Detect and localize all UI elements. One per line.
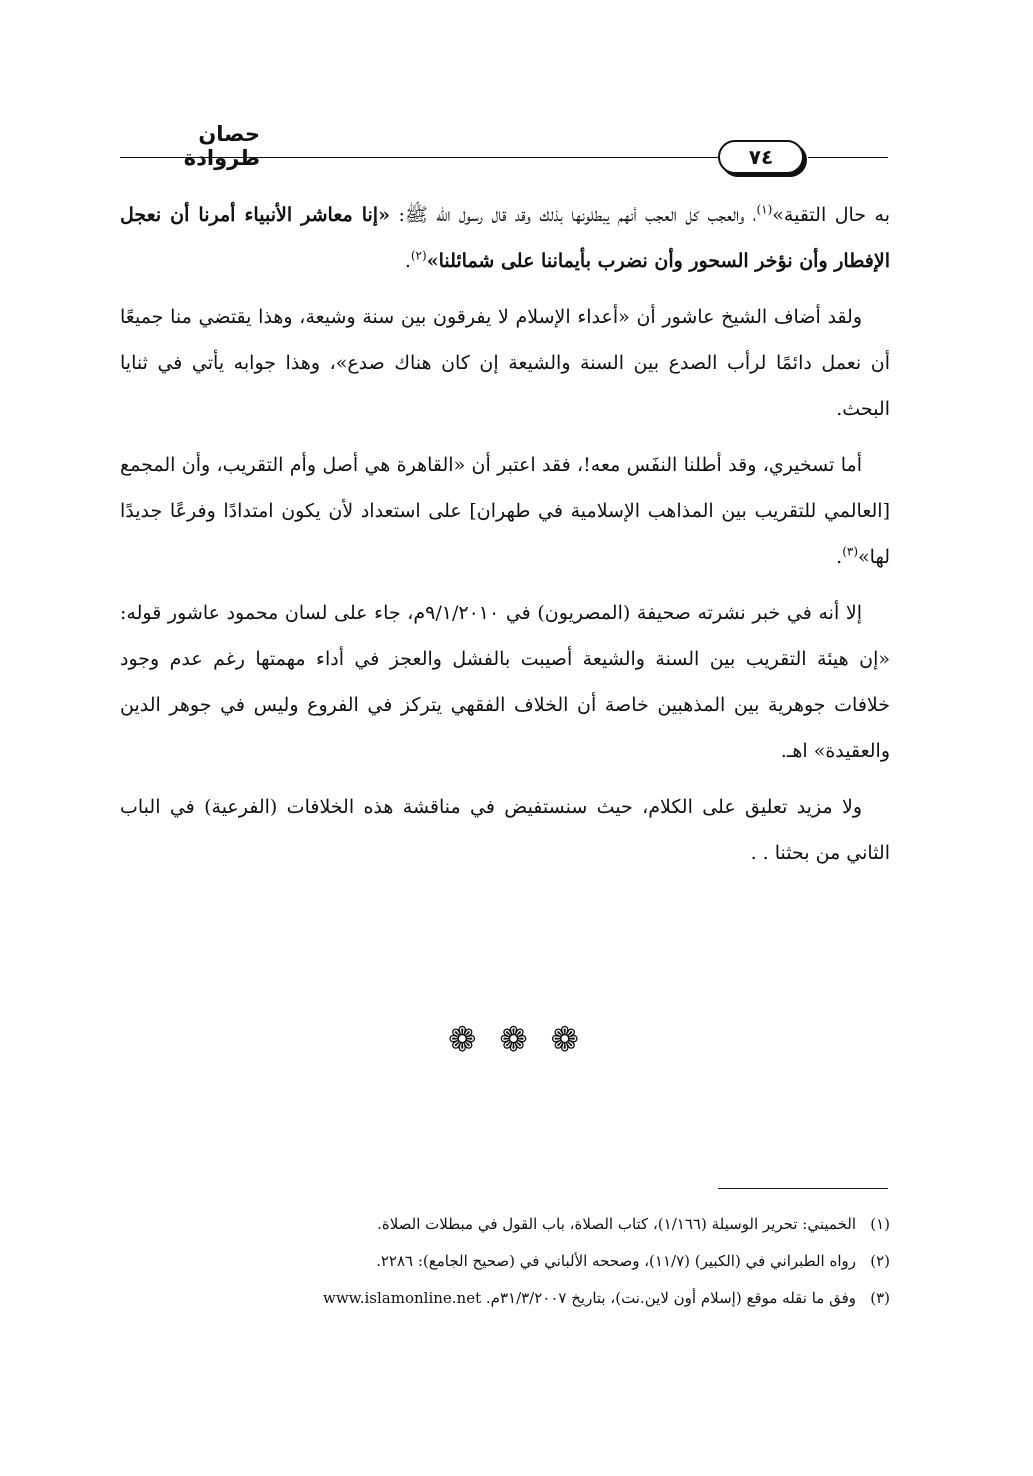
p1-text-3: . [404,250,411,272]
p3-text: أما تسخيري، وقد أطلنا النفَس معه!، فقد اعتبر أن «القاهرة هي أصل وأم التقريب، وأن المجمع [العالمي للتقريب بين المذاهب الإسلامية في طهران] على استعداد لأن يكون امتدادًا وفرعًا جديدًا لها» [120,454,890,568]
p3-end: . [836,546,843,568]
section-ornament-icon: ❁ ❁ ❁ [447,1020,586,1060]
footnote-number: (١) [870,1215,890,1233]
paragraph-5: ولا مزيد تعليق على الكلام، حيث سنستفيض في مناقشة هذه الخلافات (الفرعية) في الباب الثاني من بحثنا . . [120,796,890,864]
footnote-text: رواه الطبراني في (الكبير) (١١/٧)، وصححه الألباني في (صحيح الجامع): ٢٢٨٦. [376,1252,856,1270]
paragraph-1 [120,192,890,284]
header-rule-left [120,157,718,158]
main-text [120,192,890,886]
footnote-2 [120,1243,890,1280]
p1-text-1: به حال التقية» [772,204,890,226]
paragraph-4: إلا أنه في خبر نشرته صحيفة (المصريون) في ٩/١/٢٠١٠م، جاء على لسان محمود عاشور قوله: «إن هيئة التقريب بين السنة والشيعة أصيبت بالفشل والعجز في أداء مهمتها رغم عدم وجود خلافات جوهرية بين المذهبين خاصة أن الخلاف الفقهي يتركز في الفروع وليس في جوهر الدين والعقيدة» اهـ. [120,602,890,762]
footnote-ref-3: (٣) [842,544,859,559]
hadith-quote: «إنا معاشر الأنبياء أمرنا أن نعجل الإفطار وأن نؤخر السحور وأن نضرب بأيماننا على شمائلنا» [120,204,890,272]
paragraph-3 [120,442,890,580]
footnotes [120,1206,890,1317]
footnote-3 [120,1280,890,1317]
p1-text-2: ، والعجب كل العجب أنهم يبطلونها بذلك وقد قال رسول الله ﷺ: [389,204,757,226]
running-header-title: حصان طروادة [183,122,260,170]
footnote-url: www.islamonline.net [322,1289,482,1307]
footnote-number: (٢) [870,1252,890,1270]
header-rule-right [808,157,888,158]
paragraph-2: ولقد أضاف الشيخ عاشور أن «أعداء الإسلام لا يفرقون بين سنة وشيعة، وهذا يقتضي منا جميعًا أن نعمل دائمًا لرأب الصدع بين السنة والشيعة إن كان هناك صدع»، وهذا جوابه يأتي في ثنايا البحث. [120,306,890,420]
footnote-number: (٣) [870,1289,890,1307]
footnote-text: وفق ما نقله موقع (إسلام أون لاين.نت)، بتاريخ ٣١/٣/٢٠٠٧م. [485,1289,856,1307]
footnote-ref-2: (٢) [410,248,427,263]
footnote-ref-1: (١) [756,202,773,217]
page-number-badge [718,140,804,174]
page-number: ٧٤ [748,145,774,169]
footnote-1 [120,1206,890,1243]
footnote-text: الخميني: تحرير الوسيلة (١/١٦٦)، كتاب الصلاة، باب القول في مبطلات الصلاة. [377,1215,856,1233]
footnote-separator [718,1188,888,1189]
